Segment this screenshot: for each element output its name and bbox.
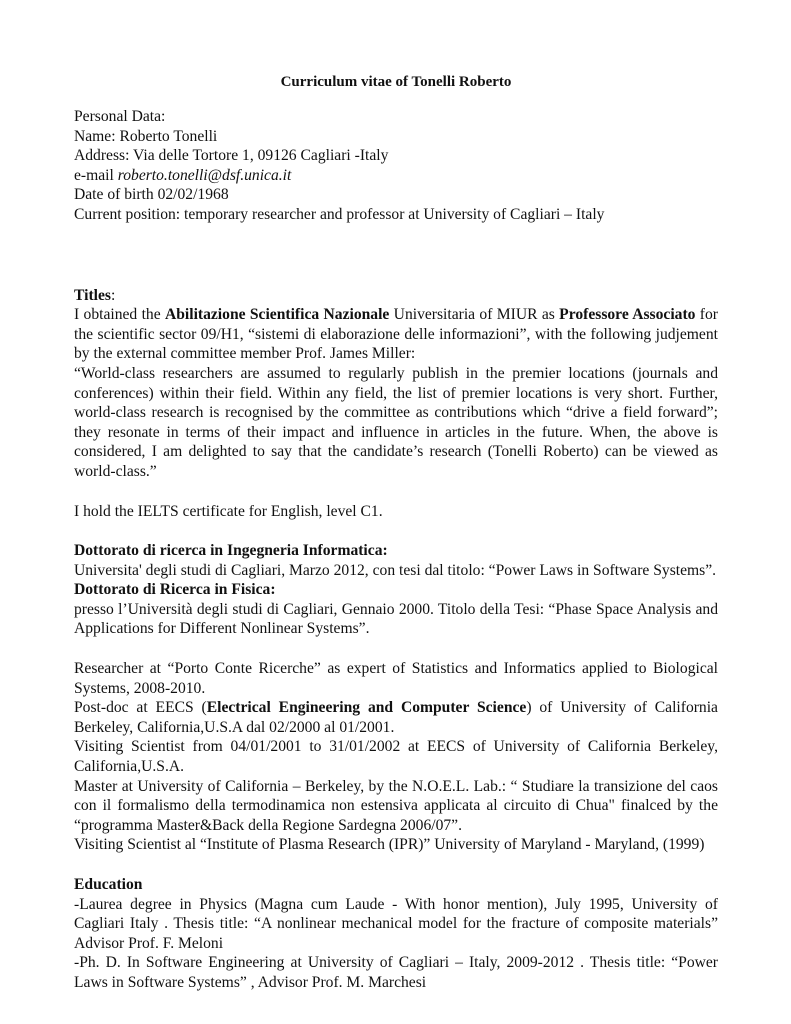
phd-informatica-text: Universita' degli studi di Cagliari, Marzo 2012, con tesi dal titolo: “Power Laws in Software Systems”. — [74, 561, 717, 579]
phd-fisica-heading — [74, 580, 718, 600]
personal-data-section — [74, 107, 718, 225]
phd-informatica-heading — [74, 541, 718, 561]
titles-abilitazione-paragraph — [74, 305, 718, 364]
titles-quote-paragraph: “World-class researchers are assumed to regularly publish in the premier locations (journals and conferences) within their field. Within any field, the list of premier locations is very short. Further, world-class research is recognised by the committee as contributions which “drive a field forward”; they resonate in terms of their impact and influence in articles in the future. When, the above is considered, I am delighted to say that the candidate’s research (Tonelli Roberto) can be viewed as world-class.” — [74, 364, 718, 480]
phd-fisica-text: presso l’Università degli studi di Cagliari, Gennaio 2000. Titolo della Tesi: “Phase Space Analysis and Applications for Different Nonlinear Systems”. — [74, 600, 718, 638]
personal-data-heading: Personal Data: — [74, 108, 166, 125]
email-label: e-mail — [74, 166, 118, 184]
titles-abilitazione-bold: Abilitazione Scientifica Nazionale — [164, 306, 390, 324]
postdoc-eecs-bold: Electrical Engineering and Computer Science — [206, 699, 527, 717]
education-heading-text: Education — [74, 876, 143, 893]
titles-text-e: for the scientific sector 09/H1, “sistemi di elaborazione delle informazioni”, with the following judjement by the external committee member Prof. James Miller: — [74, 306, 718, 363]
personal-position: Current position: temporary researcher and professor at University of Cagliari – Italy — [74, 205, 605, 223]
titles-text-c: Universitaria of MIUR as — [389, 306, 560, 324]
experience-postdoc — [74, 698, 718, 737]
page-title: Curriculum vitae of Tonelli Roberto — [280, 74, 512, 90]
postdoc-text-a: Post-doc at EECS ( — [74, 699, 207, 717]
document-page — [74, 73, 718, 993]
education-phd: -Ph. D. In Software Engineering at University of Cagliari – Italy, 2009-2012 . Thesis title: “Power Laws in Software Systems” , Advisor Prof. M. Marchesi — [74, 954, 718, 991]
personal-address: Address: Via delle Tortore 1, 09126 Cagliari -Italy — [74, 147, 389, 165]
titles-ielts: I hold the IELTS certificate for English, level C1. — [74, 502, 383, 520]
titles-heading: Titles — [74, 286, 111, 304]
personal-dob: Date of birth 02/02/1968 — [74, 186, 229, 204]
titles-section — [74, 286, 718, 522]
titles-professore-bold: Professore Associato — [559, 306, 696, 324]
experience-researcher: Researcher at “Porto Conte Ricerche” as expert of Statistics and Informatics applied to Biological Systems, 2008-2010. — [74, 660, 718, 697]
phd-section — [74, 541, 718, 639]
experience-visiting-berkeley: Visiting Scientist from 04/01/2001 to 31/01/2002 at EECS of University of California Berkeley, California,U.S.A. — [74, 738, 718, 776]
experience-master: Master at University of California – Berkeley, by the N.O.E.L. Lab.: “ Studiare la transizione del caos con il formalismo della termodinamica non estensiva applicata al circuito di Chua" finalced by the “programma Master&Back della Regione Sardegna 2006/07”. — [74, 777, 718, 834]
personal-email-line — [74, 166, 718, 186]
education-laurea: -Laurea degree in Physics (Magna cum Laude - With honor mention), July 1995, University of Cagliari Italy . Thesis title: “A nonlinear mechanical model for the fracture of composite materials” Advisor Prof. F. Meloni — [74, 895, 718, 952]
postdoc-text-c: ) of University of California Berkeley, California,U.S.A dal 02/2000 al 01/2001. — [74, 699, 718, 736]
email-address: roberto.tonelli@dsf.unica.it — [117, 166, 292, 184]
phd-fisica-heading-text: Dottorato di Ricerca in Fisica: — [74, 581, 276, 599]
titles-text-a: I obtained the — [74, 306, 165, 324]
education-heading — [74, 875, 718, 895]
personal-name: Name: Roberto Tonelli — [74, 127, 218, 145]
education-section — [74, 875, 718, 993]
titles-heading-line — [74, 286, 718, 306]
experience-section — [74, 659, 718, 855]
phd-informatica-heading-text: Dottorato di ricerca in Ingegneria Informatica: — [74, 542, 388, 560]
titles-heading-colon: : — [110, 286, 116, 304]
experience-visiting-maryland: Visiting Scientist al “Institute of Plasma Research (IPR)” University of Maryland - Maryland, (1999) — [74, 836, 705, 854]
